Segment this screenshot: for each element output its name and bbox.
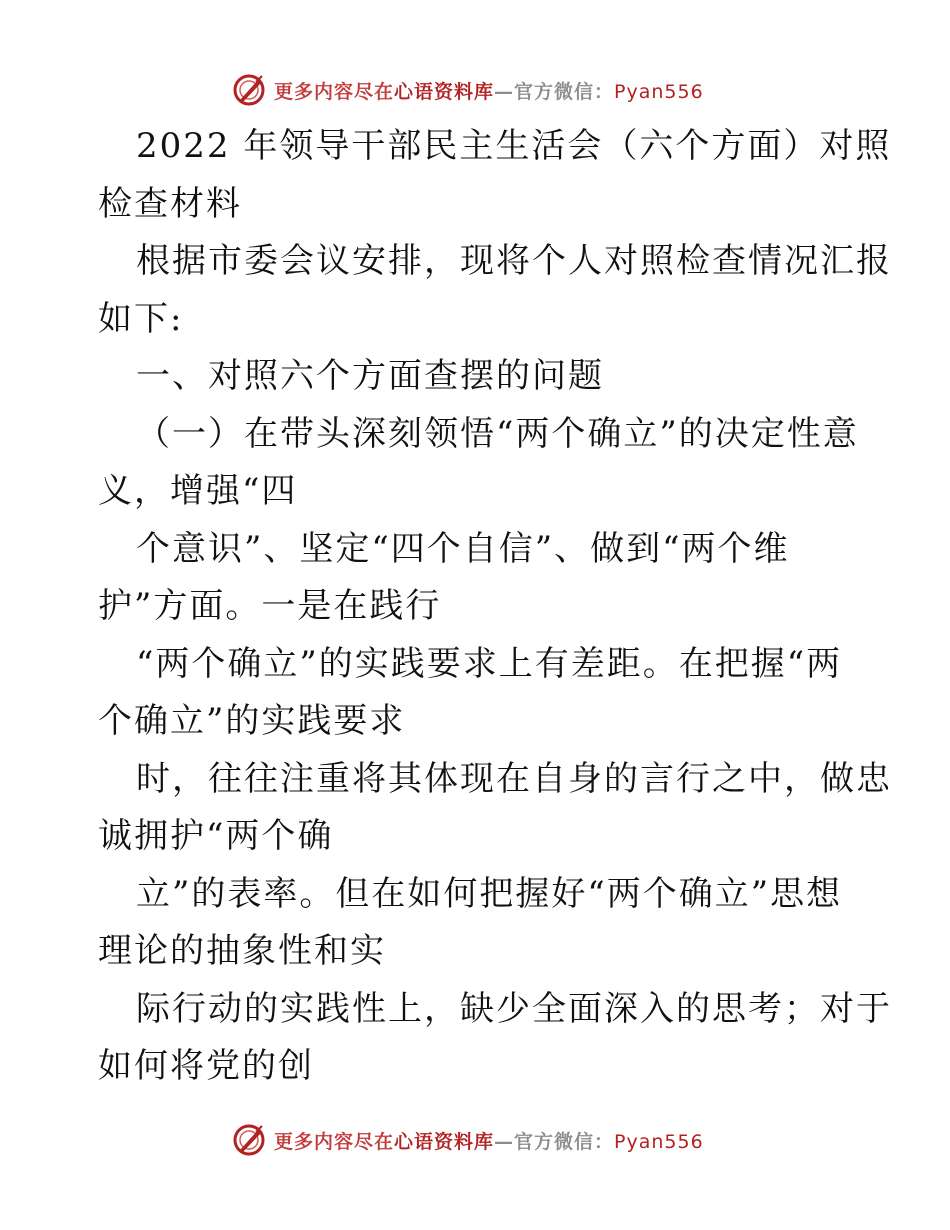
document-title-line-2: 检查材料 <box>98 183 242 224</box>
watermark-separator: — <box>494 1130 515 1153</box>
watermark-official: 官方微信： <box>514 80 615 103</box>
section-heading: 一、对照六个方面查摆的问题 <box>136 356 604 396</box>
red-quill-seal-icon <box>232 1123 266 1157</box>
paragraph-line: 如下: <box>98 298 184 339</box>
paragraph-line: 个意识”、坚定“四个自信”、做到“两个维 <box>136 528 790 569</box>
paragraph-line: 立”的表率。但在如何把握好“两个确立”思想 <box>136 873 843 914</box>
paragraph-line: 诚拥护“两个确 <box>98 816 334 856</box>
document-title-line-1: 2022 年领导干部民主生活会（六个方面）对照 <box>136 126 892 166</box>
watermark-brand: 心语资料库 <box>394 1130 495 1153</box>
watermark-official: 官方微信： <box>514 1130 615 1153</box>
subsection-heading-line: （一）在带头深刻领悟“两个确立”的决定性意 <box>136 413 859 454</box>
red-quill-seal-icon <box>232 73 266 107</box>
watermark-separator: — <box>494 80 515 103</box>
watermark-handle: Pyan556 <box>614 80 704 103</box>
paragraph-line: 根据市委会议安排，现将个人对照检查情况汇报 <box>136 241 892 281</box>
document-body <box>98 118 892 1096</box>
watermark-text <box>274 77 704 104</box>
paragraph-line: 时，往往注重将其体现在自身的言行之中，做忠 <box>136 758 892 799</box>
paragraph-line: 际行动的实践性上，缺少全面深入的思考；对于 <box>136 988 892 1029</box>
paragraph-line: 个确立”的实践要求 <box>98 701 406 741</box>
watermark-handle: Pyan556 <box>614 1130 704 1153</box>
watermark-prefix: 更多内容尽在 <box>274 1130 395 1153</box>
paragraph-line: 理论的抽象性和实 <box>98 931 386 971</box>
watermark-text <box>274 1127 704 1154</box>
paragraph-line: 护”方面。一是在践行 <box>98 586 442 626</box>
paragraph-line: “两个确立”的实践要求上有差距。在把握“两 <box>136 643 843 684</box>
footer-watermark <box>232 1120 752 1160</box>
watermark-brand: 心语资料库 <box>394 80 495 103</box>
watermark-prefix: 更多内容尽在 <box>274 80 395 103</box>
paragraph-line: 义，增强“四 <box>98 471 298 511</box>
header-watermark <box>232 70 752 110</box>
paragraph-line: 如何将党的创 <box>98 1046 314 1086</box>
